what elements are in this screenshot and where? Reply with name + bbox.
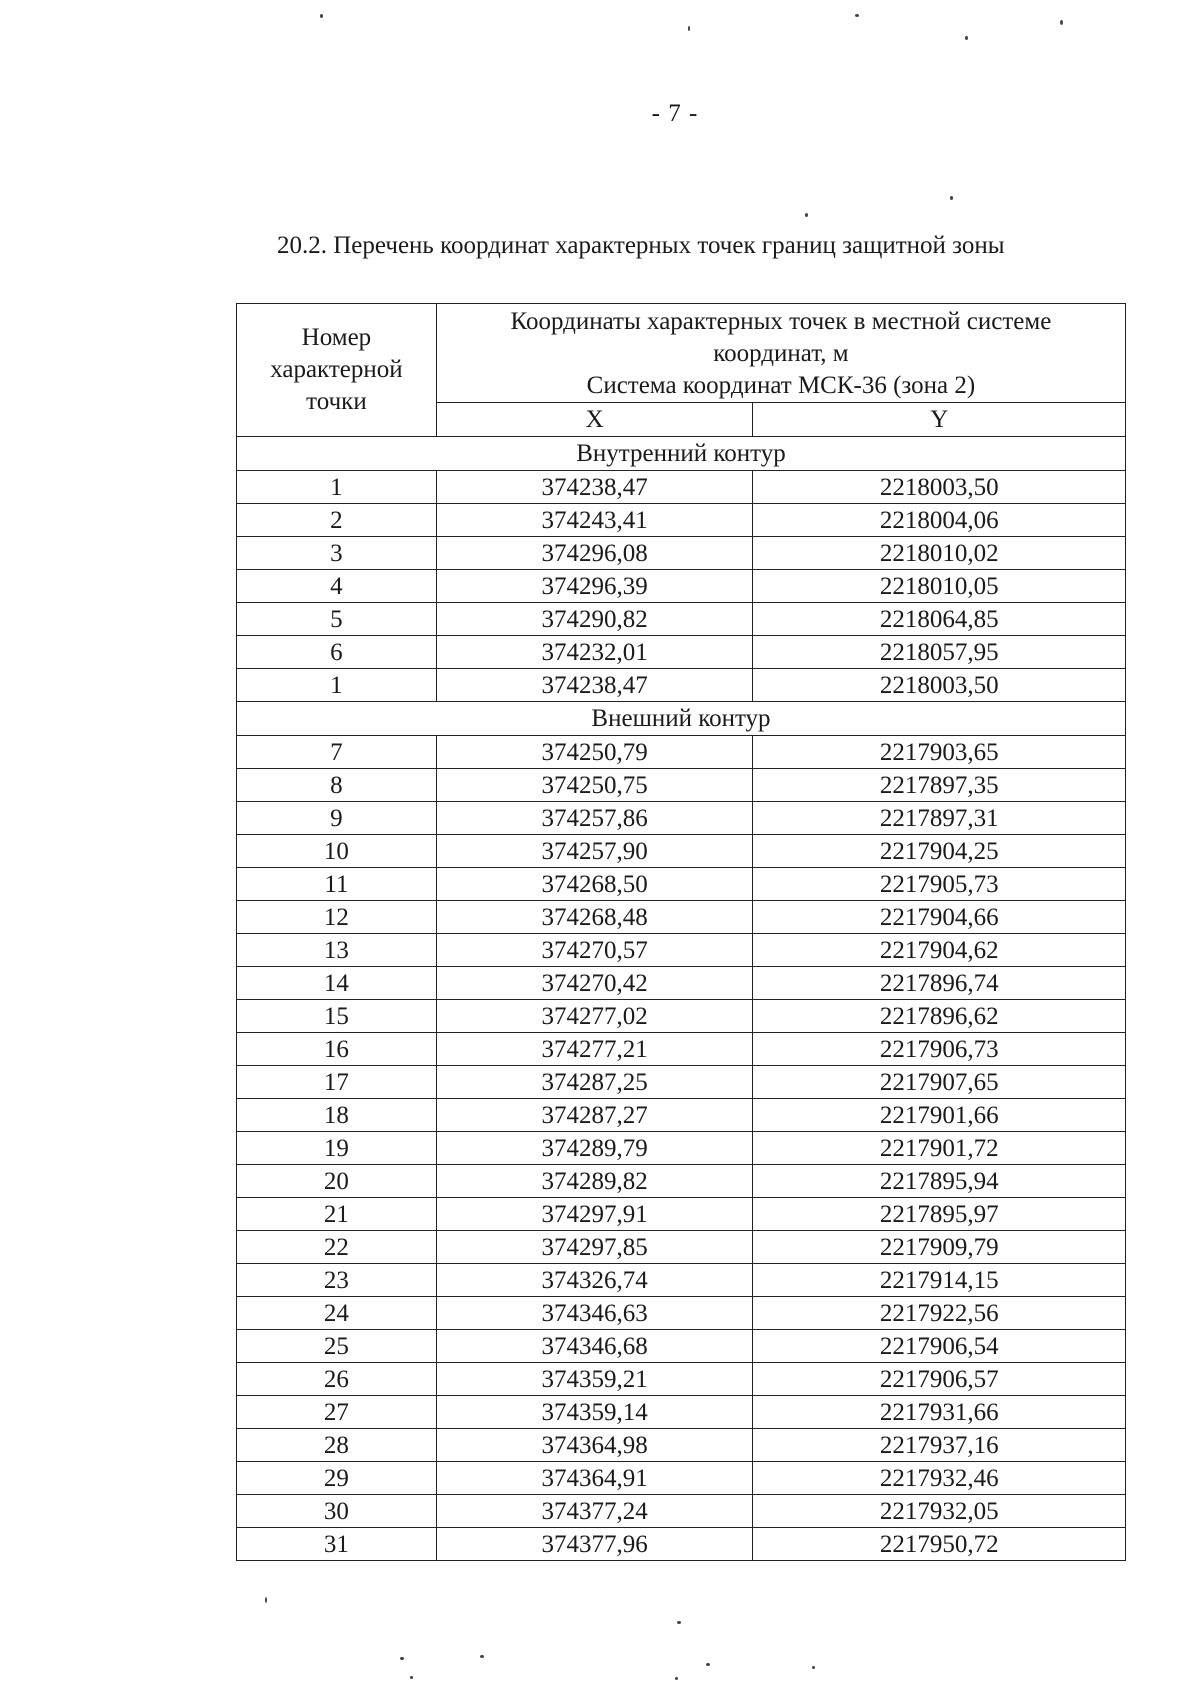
point-number-cell: 22 <box>237 1231 437 1264</box>
y-coordinate-cell: 2217932,05 <box>753 1495 1126 1528</box>
x-coordinate-cell: 374290,82 <box>436 603 753 636</box>
y-coordinate-cell: 2217903,65 <box>753 736 1126 769</box>
table-row <box>237 1066 1126 1099</box>
point-number-cell: 13 <box>237 934 437 967</box>
y-coordinate-cell: 2217904,62 <box>753 934 1126 967</box>
table-row <box>237 1297 1126 1330</box>
x-coordinate-cell: 374268,50 <box>436 868 753 901</box>
scan-speck <box>265 1597 267 1603</box>
y-coordinate-cell: 2217897,31 <box>753 802 1126 835</box>
y-coordinate-cell: 2217907,65 <box>753 1066 1126 1099</box>
table-row <box>237 1528 1126 1561</box>
point-number-cell: 6 <box>237 636 437 669</box>
header-x: X <box>436 403 753 437</box>
table-row <box>237 1495 1126 1528</box>
header-y: Y <box>753 403 1126 437</box>
point-number-cell: 3 <box>237 537 437 570</box>
table-row <box>237 901 1126 934</box>
x-coordinate-cell: 374289,79 <box>436 1132 753 1165</box>
point-number-cell: 12 <box>237 901 437 934</box>
point-number-cell: 1 <box>237 669 437 702</box>
point-number-cell: 25 <box>237 1330 437 1363</box>
header-coordinates <box>436 304 1125 403</box>
scan-speck <box>965 36 968 40</box>
x-coordinate-cell: 374359,14 <box>436 1396 753 1429</box>
x-coordinate-cell: 374238,47 <box>436 669 753 702</box>
table-row <box>237 769 1126 802</box>
table-row <box>237 1330 1126 1363</box>
y-coordinate-cell: 2217904,25 <box>753 835 1126 868</box>
x-coordinate-cell: 374297,91 <box>436 1198 753 1231</box>
section-title-cell: Внутренний контур <box>237 437 1126 471</box>
table-row <box>237 835 1126 868</box>
table-row <box>237 537 1126 570</box>
point-number-cell: 29 <box>237 1462 437 1495</box>
scan-speck <box>950 196 953 200</box>
x-coordinate-cell: 374377,96 <box>436 1528 753 1561</box>
x-coordinate-cell: 374277,02 <box>436 1000 753 1033</box>
header-coordinate-system: Система координат МСК-36 (зона 2) <box>586 372 976 399</box>
header-point-number: Номер характерной точки <box>237 304 437 437</box>
y-coordinate-cell: 2217909,79 <box>753 1231 1126 1264</box>
point-number-cell: 17 <box>237 1066 437 1099</box>
scan-speck <box>805 213 808 217</box>
x-coordinate-cell: 374364,98 <box>436 1429 753 1462</box>
table-row <box>237 1099 1126 1132</box>
y-coordinate-cell: 2218010,05 <box>753 570 1126 603</box>
table-row <box>237 1264 1126 1297</box>
y-coordinate-cell: 2218004,06 <box>753 504 1126 537</box>
table-row <box>237 1396 1126 1429</box>
x-coordinate-cell: 374377,24 <box>436 1495 753 1528</box>
table-header <box>237 304 1126 437</box>
point-number-cell: 31 <box>237 1528 437 1561</box>
x-coordinate-cell: 374257,90 <box>436 835 753 868</box>
x-coordinate-cell: 374326,74 <box>436 1264 753 1297</box>
table-row <box>237 967 1126 1000</box>
section-row <box>237 702 1126 736</box>
y-coordinate-cell: 2218003,50 <box>753 471 1126 504</box>
table-row <box>237 934 1126 967</box>
y-coordinate-cell: 2217897,35 <box>753 769 1126 802</box>
table-row <box>237 504 1126 537</box>
y-coordinate-cell: 2217906,57 <box>753 1363 1126 1396</box>
y-coordinate-cell: 2217931,66 <box>753 1396 1126 1429</box>
coordinates-table <box>236 303 1126 1561</box>
y-coordinate-cell: 2217901,72 <box>753 1132 1126 1165</box>
y-coordinate-cell: 2217896,74 <box>753 967 1126 1000</box>
table-row <box>237 636 1126 669</box>
point-number-cell: 1 <box>237 471 437 504</box>
point-number-cell: 14 <box>237 967 437 1000</box>
scan-speck <box>410 1676 413 1679</box>
table-row <box>237 868 1126 901</box>
point-number-cell: 4 <box>237 570 437 603</box>
table-row <box>237 1000 1126 1033</box>
table-row <box>237 1429 1126 1462</box>
y-coordinate-cell: 2217922,56 <box>753 1297 1126 1330</box>
table-row <box>237 570 1126 603</box>
y-coordinate-cell: 2217906,73 <box>753 1033 1126 1066</box>
y-coordinate-cell: 2217932,46 <box>753 1462 1126 1495</box>
point-number-cell: 8 <box>237 769 437 802</box>
x-coordinate-cell: 374250,79 <box>436 736 753 769</box>
x-coordinate-cell: 374346,68 <box>436 1330 753 1363</box>
table-row <box>237 1165 1126 1198</box>
y-coordinate-cell: 2218010,02 <box>753 537 1126 570</box>
table-row <box>237 1132 1126 1165</box>
table-row <box>237 1363 1126 1396</box>
point-number-cell: 27 <box>237 1396 437 1429</box>
scan-speck <box>675 1677 678 1680</box>
scan-speck <box>688 26 690 31</box>
section-title-cell: Внешний контур <box>237 702 1126 736</box>
point-number-cell: 7 <box>237 736 437 769</box>
point-number-cell: 23 <box>237 1264 437 1297</box>
y-coordinate-cell: 2218057,95 <box>753 636 1126 669</box>
x-coordinate-cell: 374268,48 <box>436 901 753 934</box>
x-coordinate-cell: 374232,01 <box>436 636 753 669</box>
x-coordinate-cell: 374270,57 <box>436 934 753 967</box>
table-row <box>237 1231 1126 1264</box>
x-coordinate-cell: 374250,75 <box>436 769 753 802</box>
y-coordinate-cell: 2217906,54 <box>753 1330 1126 1363</box>
point-number-cell: 19 <box>237 1132 437 1165</box>
y-coordinate-cell: 2217896,62 <box>753 1000 1126 1033</box>
table-row <box>237 802 1126 835</box>
point-number-cell: 24 <box>237 1297 437 1330</box>
x-coordinate-cell: 374270,42 <box>436 967 753 1000</box>
point-number-cell: 15 <box>237 1000 437 1033</box>
scan-speck <box>1060 20 1063 25</box>
y-coordinate-cell: 2217901,66 <box>753 1099 1126 1132</box>
x-coordinate-cell: 374289,82 <box>436 1165 753 1198</box>
page-number: - 7 - <box>651 100 699 127</box>
scan-speck <box>706 1663 710 1666</box>
y-coordinate-cell: 2218064,85 <box>753 603 1126 636</box>
scan-speck <box>855 14 859 17</box>
table-row <box>237 1033 1126 1066</box>
scan-speck <box>480 1655 484 1658</box>
scan-speck <box>812 1666 815 1669</box>
y-coordinate-cell: 2217905,73 <box>753 868 1126 901</box>
y-coordinate-cell: 2217950,72 <box>753 1528 1126 1561</box>
point-number-cell: 18 <box>237 1099 437 1132</box>
x-coordinate-cell: 374287,25 <box>436 1066 753 1099</box>
section-title: 20.2. Перечень координат характерных точек границ защитной зоны <box>277 232 1005 259</box>
x-coordinate-cell: 374243,41 <box>436 504 753 537</box>
section-row <box>237 437 1126 471</box>
y-coordinate-cell: 2217914,15 <box>753 1264 1126 1297</box>
scan-speck <box>677 1621 681 1624</box>
point-number-cell: 9 <box>237 802 437 835</box>
x-coordinate-cell: 374287,27 <box>436 1099 753 1132</box>
table-row <box>237 603 1126 636</box>
x-coordinate-cell: 374296,08 <box>436 537 753 570</box>
x-coordinate-cell: 374257,86 <box>436 802 753 835</box>
point-number-cell: 2 <box>237 504 437 537</box>
x-coordinate-cell: 374364,91 <box>436 1462 753 1495</box>
x-coordinate-cell: 374277,21 <box>436 1033 753 1066</box>
x-coordinate-cell: 374359,21 <box>436 1363 753 1396</box>
point-number-cell: 11 <box>237 868 437 901</box>
x-coordinate-cell: 374296,39 <box>436 570 753 603</box>
header-coordinates-caption: Координаты характерных точек в местной системе координат, м <box>510 308 1052 367</box>
table-row <box>237 669 1126 702</box>
y-coordinate-cell: 2217895,97 <box>753 1198 1126 1231</box>
point-number-cell: 28 <box>237 1429 437 1462</box>
y-coordinate-cell: 2217895,94 <box>753 1165 1126 1198</box>
point-number-cell: 10 <box>237 835 437 868</box>
table-row <box>237 736 1126 769</box>
x-coordinate-cell: 374346,63 <box>436 1297 753 1330</box>
point-number-cell: 20 <box>237 1165 437 1198</box>
table-body <box>237 437 1126 1561</box>
x-coordinate-cell: 374238,47 <box>436 471 753 504</box>
point-number-cell: 5 <box>237 603 437 636</box>
x-coordinate-cell: 374297,85 <box>436 1231 753 1264</box>
scan-speck <box>400 1657 404 1660</box>
scan-speck <box>320 14 323 18</box>
y-coordinate-cell: 2217937,16 <box>753 1429 1126 1462</box>
point-number-cell: 30 <box>237 1495 437 1528</box>
table-row <box>237 471 1126 504</box>
table-row <box>237 1462 1126 1495</box>
y-coordinate-cell: 2217904,66 <box>753 901 1126 934</box>
point-number-cell: 26 <box>237 1363 437 1396</box>
table-row <box>237 1198 1126 1231</box>
point-number-cell: 21 <box>237 1198 437 1231</box>
y-coordinate-cell: 2218003,50 <box>753 669 1126 702</box>
point-number-cell: 16 <box>237 1033 437 1066</box>
